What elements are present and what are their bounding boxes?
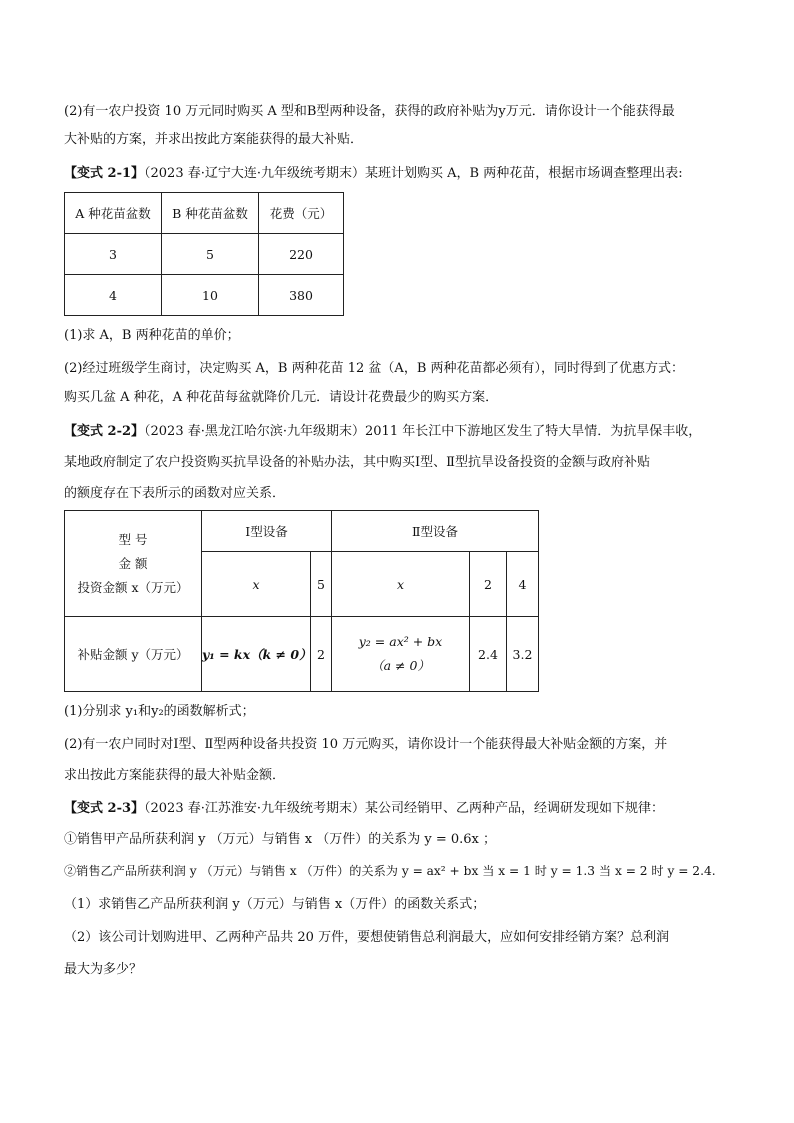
variant-2-3-text: 某公司经销甲、乙两种产品，经调研发现如下规律： — [365, 801, 665, 816]
variant-2-2-source: （2023 春·黑龙江哈尔滨·九年级期末） — [144, 424, 365, 439]
variant-2-3-rule-1: ①销售甲产品所获利润 y （万元）与销售 x （万件）的关系为 y = 0.6x ； — [64, 832, 496, 847]
variant-2-3-rule-2: ②销售乙产品所获利润 y （万元）与销售 x （万件）的关系为 y = ax² + bx 当 x = 1 时 y = 1.3 当 x = 2 时 y = 2.4. — [64, 864, 716, 878]
variant-2-1-question-2a: (2)经过班级学生商讨，决定购买 A，B 两种花苗 12 盆（A，B 两种花苗都必须有），同时得到了优惠方式： — [64, 361, 685, 376]
table-cell: 4 — [507, 552, 539, 617]
variant-2-1-question-2b: 购买几盆 A 种花，A 种花苗每盆就降价几元．请设计花费最少的购买方案． — [64, 390, 499, 405]
variant-2-3-question-2b: 最大为多少？ — [64, 962, 143, 977]
variant-2-2-text-1: 2011 年长江中下游地区发生了特大旱情．为抗旱保丰收， — [365, 424, 702, 439]
variant-2-1-question-1: (1)求 A，B 两种花苗的单价； — [64, 328, 240, 343]
variant-2-3-tag: 【变式 2-3】 — [64, 801, 145, 816]
variant-2-2-text-2: 某地政府制定了农户投资购买抗旱设备的补贴办法，其中购买Ⅰ型、Ⅱ型抗旱设备投资的金额与政府补贴 — [64, 455, 650, 470]
table-cell: 220 — [259, 234, 344, 275]
table-row — [65, 511, 539, 552]
table-row — [65, 275, 344, 316]
table-row — [65, 617, 539, 692]
table-row — [65, 234, 344, 275]
table-header-cell: B 种花苗盆数 — [162, 193, 259, 234]
table-cell: 10 — [162, 275, 259, 316]
table-cell: 380 — [259, 275, 344, 316]
intro-line-2: 大补贴的方案，并求出按此方案能获得的最大补贴． — [64, 132, 364, 147]
flower-price-table — [64, 192, 344, 316]
table-cell: 5 — [162, 234, 259, 275]
variant-2-1-text: 某班计划购买 A，B 两种花苗，根据市场调查整理出表: — [365, 166, 683, 181]
table-cell: 补贴金额 y（万元） — [65, 617, 202, 692]
table-cell: 4 — [65, 275, 162, 316]
variant-2-2-question-1: (1)分别求 y₁和y₂的函数解析式； — [64, 704, 255, 719]
variant-2-1-tag: 【变式 2-1】 — [64, 166, 145, 181]
variant-2-3-source: （2023 春·江苏淮安·九年级统考期末） — [144, 801, 365, 816]
table-cell: 3.2 — [507, 617, 539, 692]
variant-2-2-heading — [64, 423, 734, 441]
table-cell: x — [332, 552, 470, 617]
variant-2-2-question-2b: 求出按此方案能获得的最大补贴金额． — [64, 768, 286, 783]
table-cell: 5 — [311, 552, 332, 617]
table-header-cell: A 种花苗盆数 — [65, 193, 162, 234]
table-cell: y₁ = kx（k ≠ 0） — [202, 617, 311, 692]
table-header-row — [65, 193, 344, 234]
table-cell: 2 — [311, 617, 332, 692]
variant-2-2-tag: 【变式 2-2】 — [64, 424, 145, 439]
table-cell: x — [202, 552, 311, 617]
intro-line-1: (2)有一农户投资 10 万元同时购买 A 型和B型两种设备，获得的政府补贴为y万元．请你设计一个能获得最 — [64, 104, 675, 119]
variant-2-2-text-3: 的额度存在下表所示的函数对应关系． — [64, 486, 286, 501]
type-2-header: Ⅱ型设备 — [332, 511, 539, 552]
corner-label-amount: 金 额 — [118, 555, 148, 571]
table-header-cell: 花费（元） — [259, 193, 344, 234]
table-cell: 2.4 — [470, 617, 507, 692]
subsidy-table — [64, 510, 539, 692]
variant-2-1-heading — [64, 165, 734, 183]
variant-2-3-heading — [64, 800, 734, 818]
table-corner-cell — [65, 511, 202, 617]
variant-2-3-question-2a: （2）该公司计划购进甲、乙两种产品共 20 万件，要想使销售总利润最大，应如何安排经销方案？总利润 — [64, 930, 670, 945]
corner-label-type: 型 号 — [118, 531, 148, 547]
table-cell — [332, 617, 470, 692]
formula-line: y₂ = ax² + bx — [358, 634, 443, 649]
table-cell: 3 — [65, 234, 162, 275]
type-1-header: Ⅰ型设备 — [202, 511, 332, 552]
variant-2-3-question-1: （1）求销售乙产品所获利润 y（万元）与销售 x（万件）的函数关系式； — [64, 897, 486, 912]
variant-2-2-question-2a: (2)有一农户同时对Ⅰ型、Ⅱ型两种设备共投资 10 万元购买，请你设计一个能获得最大补贴金额的方案，并 — [64, 737, 668, 752]
table-cell: 2 — [470, 552, 507, 617]
formula-line: （a ≠ 0） — [371, 658, 430, 673]
variant-2-1-source: （2023 春·辽宁大连·九年级统考期末） — [144, 166, 365, 181]
corner-label-investment: 投资金额 x（万元） — [77, 579, 189, 595]
